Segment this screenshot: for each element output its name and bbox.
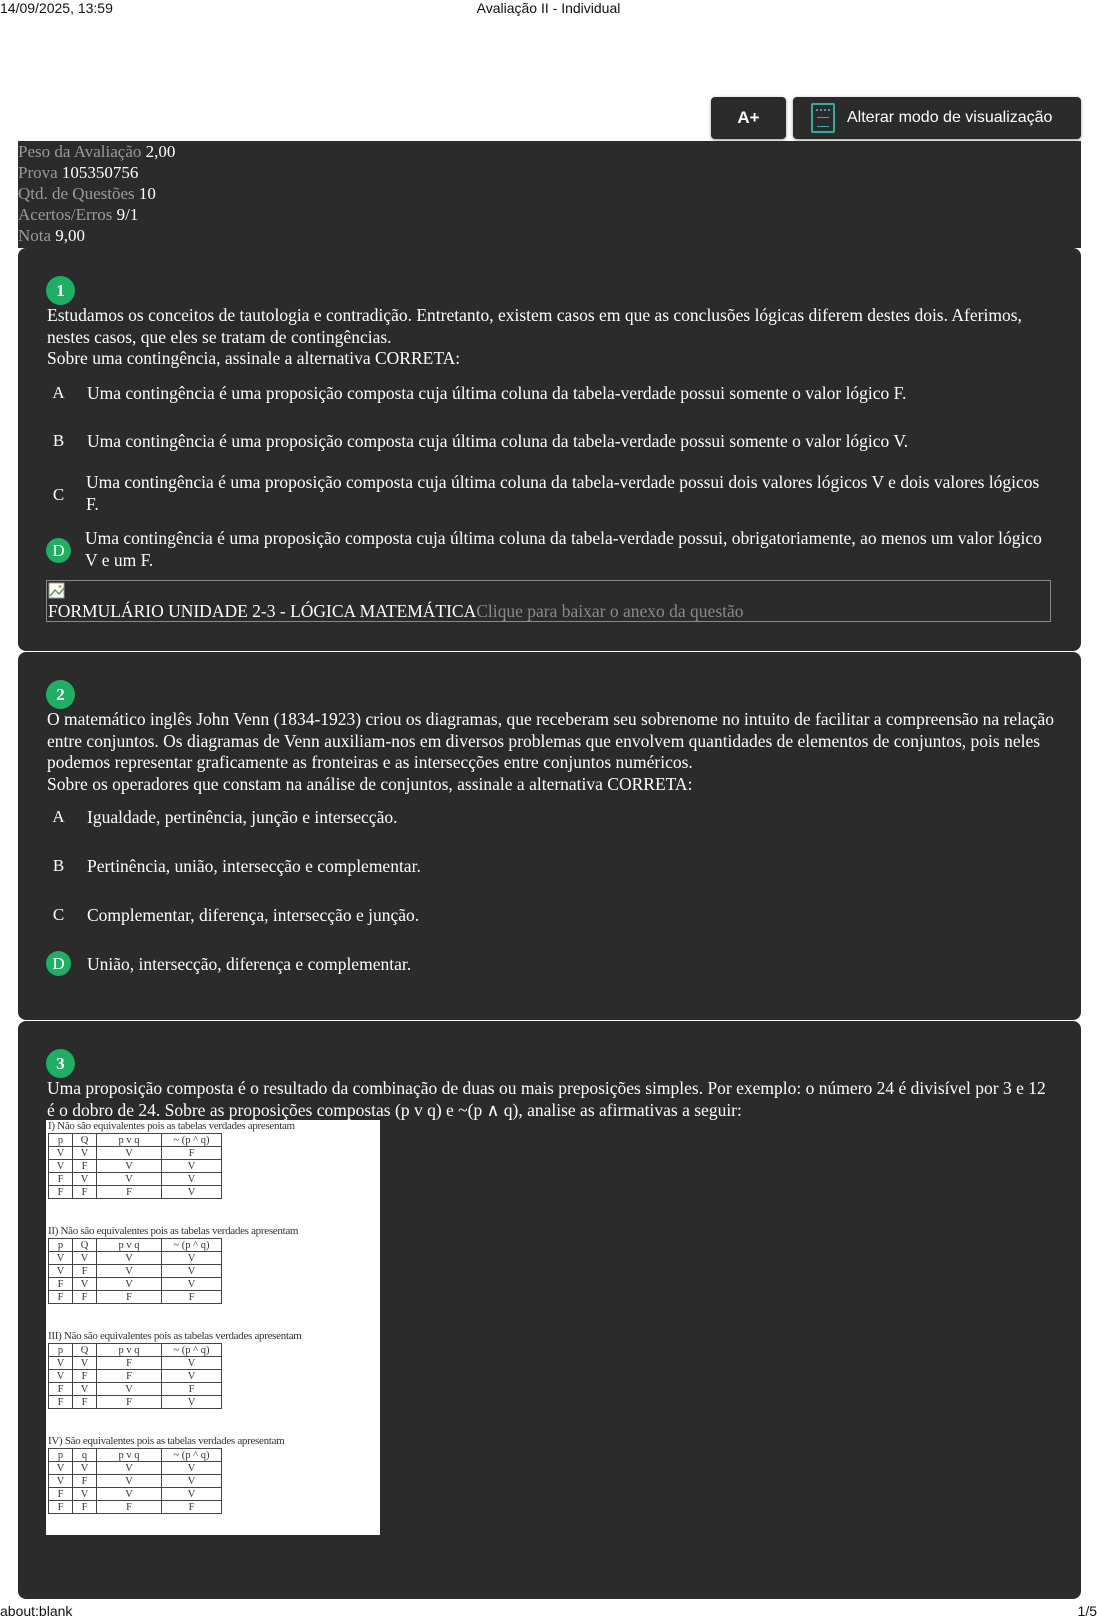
option-letter: A — [52, 383, 65, 402]
truth-table-cell: p v q — [97, 1239, 162, 1252]
summary-exam-id: Prova 105350756 — [18, 163, 139, 182]
option-text: Uma contingência é uma proposição composta cuja última coluna da tabela-verdade possui dois valores lógicos V e dois valores lógicos F. — [86, 472, 1040, 514]
truth-table-block — [48, 1120, 295, 1199]
summary-grade: Nota 9,00 — [18, 226, 86, 245]
truth-table-cell: V — [73, 1147, 97, 1160]
truth-table-cell: F — [73, 1501, 97, 1514]
truth-table-cell: V — [162, 1357, 222, 1370]
option-letter: C — [52, 905, 65, 924]
truth-table-cell: F — [162, 1501, 222, 1514]
truth-table — [48, 1238, 222, 1304]
truth-table-cell: V — [97, 1383, 162, 1396]
truth-table-cell: F — [162, 1383, 222, 1396]
truth-table-cell: p — [49, 1134, 73, 1147]
truth-table-row — [49, 1370, 222, 1383]
truth-table — [48, 1343, 222, 1409]
truth-table-header-row — [49, 1449, 222, 1462]
truth-table-row — [49, 1252, 222, 1265]
truth-table-row — [49, 1396, 222, 1409]
question-card-3 — [18, 1021, 1081, 1599]
option-text: Pertinência, união, intersecção e complementar. — [87, 856, 421, 876]
truth-table-cell: F — [97, 1186, 162, 1199]
print-url: about:blank — [0, 1603, 73, 1619]
option-letter: B — [52, 856, 65, 875]
truth-table-cell: V — [162, 1160, 222, 1173]
truth-table-cell: F — [162, 1291, 222, 1304]
truth-table-block — [48, 1330, 302, 1409]
option-c[interactable] — [46, 472, 1055, 518]
option-d[interactable] — [46, 951, 1055, 977]
truth-table-cell: V — [97, 1147, 162, 1160]
truth-table-cell: V — [162, 1278, 222, 1291]
question-number-badge: 3 — [46, 1049, 75, 1078]
truth-table-cell: F — [97, 1291, 162, 1304]
truth-table-cell: ~ (p ^ q) — [162, 1344, 222, 1357]
truth-table-cell: ~ (p ^ q) — [162, 1134, 222, 1147]
truth-table-cell: V — [73, 1173, 97, 1186]
correct-answer-badge: D — [46, 951, 71, 976]
truth-table-row — [49, 1160, 222, 1173]
option-b[interactable] — [46, 428, 1055, 454]
font-size-button-label: A+ — [737, 108, 760, 127]
truth-table-cell: V — [73, 1252, 97, 1265]
truth-table-cell: F — [162, 1147, 222, 1160]
truth-table-caption: II) Não são equivalentes pois as tabelas verdades apresentam — [48, 1225, 299, 1237]
option-text: Complementar, diferença, intersecção e junção. — [87, 905, 420, 925]
truth-table-cell: V — [73, 1488, 97, 1501]
truth-table-cell: V — [97, 1173, 162, 1186]
truth-table-row — [49, 1173, 222, 1186]
truth-table-cell: F — [49, 1501, 73, 1514]
truth-table-cell: Q — [73, 1344, 97, 1357]
option-letter: B — [52, 431, 65, 450]
truth-table-cell: F — [73, 1475, 97, 1488]
truth-table-cell: F — [49, 1383, 73, 1396]
option-letter: A — [52, 807, 65, 826]
reader-mode-icon — [811, 103, 835, 133]
truth-table-cell: p — [49, 1449, 73, 1462]
truth-table-row — [49, 1383, 222, 1396]
truth-table-cell: V — [49, 1462, 73, 1475]
truth-table-cell: F — [49, 1278, 73, 1291]
truth-table-cell: V — [162, 1186, 222, 1199]
truth-table-cell: V — [162, 1488, 222, 1501]
view-mode-button[interactable] — [793, 97, 1081, 139]
truth-table-cell: F — [49, 1173, 73, 1186]
truth-table-cell: F — [73, 1265, 97, 1278]
truth-table-cell: F — [73, 1160, 97, 1173]
truth-table-header-row — [49, 1239, 222, 1252]
print-title: Avaliação II - Individual — [476, 0, 621, 16]
summary-weight: Peso da Avaliação 2,00 — [18, 142, 176, 161]
truth-table-header-row — [49, 1134, 222, 1147]
summary-hits-misses: Acertos/Erros 9/1 — [18, 205, 139, 224]
question-text: Uma proposição composta é o resultado da combinação de duas ou mais preposições simples. Por exemplo: o número 24 é divisível por 3 e 12 é o dobro de 24. Sobre as proposições compostas (p v q) e ~(p ∧ q), analise as afirmativas a seguir: — [47, 1078, 1046, 1120]
truth-table-cell: Q — [73, 1134, 97, 1147]
truth-table-cell: V — [49, 1475, 73, 1488]
truth-table-row — [49, 1147, 222, 1160]
truth-table-row — [49, 1265, 222, 1278]
attachment-name: FORMULÁRIO UNIDADE 2-3 - LÓGICA MATEMÁTICA — [48, 601, 477, 621]
truth-table-cell: V — [97, 1265, 162, 1278]
truth-table-cell: F — [49, 1396, 73, 1409]
attachment-link-text: Clique para baixar o anexo da questão — [476, 601, 744, 621]
print-page-number: 1/5 — [1077, 1603, 1097, 1619]
truth-tables-figure — [46, 1120, 380, 1535]
question-card-2 — [18, 652, 1081, 1020]
option-letter: C — [52, 485, 65, 504]
question-text: Estudamos os conceitos de tautologia e contradição. Entretanto, existem casos em que as conclusões lógicas diferem destes dois. Aferimos, nestes casos, que eles se tratam de contingências. Sobre uma contingência, assinale a alternativa CORRETA: — [47, 305, 1022, 368]
truth-table-cell: F — [73, 1370, 97, 1383]
truth-table-cell: V — [97, 1475, 162, 1488]
truth-table-cell: V — [73, 1278, 97, 1291]
truth-table-row — [49, 1278, 222, 1291]
truth-table-caption: IV) São equivalentes pois as tabelas verdades apresentam — [48, 1435, 285, 1447]
correct-answer-badge: D — [46, 538, 71, 563]
truth-table-row — [49, 1475, 222, 1488]
truth-table-cell: F — [49, 1291, 73, 1304]
question-number-badge: 1 — [46, 276, 75, 305]
truth-table-cell: V — [162, 1173, 222, 1186]
truth-table-cell: F — [73, 1291, 97, 1304]
broken-image-icon — [48, 582, 66, 600]
option-text: Uma contingência é uma proposição composta cuja última coluna da tabela-verdade possui somente o valor lógico V. — [87, 431, 909, 451]
truth-table-cell: V — [162, 1252, 222, 1265]
truth-table-cell: q — [73, 1449, 97, 1462]
truth-table-cell: V — [97, 1462, 162, 1475]
truth-table-row — [49, 1488, 222, 1501]
option-text: Igualdade, pertinência, junção e intersecção. — [87, 807, 398, 827]
option-c[interactable] — [46, 902, 1055, 928]
truth-table-row — [49, 1501, 222, 1514]
option-text: União, intersecção, diferença e complementar. — [87, 954, 412, 974]
truth-table-cell: F — [73, 1186, 97, 1199]
question-card-1 — [18, 248, 1081, 651]
truth-table-cell: F — [73, 1396, 97, 1409]
font-size-button[interactable] — [711, 97, 786, 139]
truth-table-cell: V — [49, 1265, 73, 1278]
truth-table-cell: F — [97, 1501, 162, 1514]
truth-table-cell: V — [162, 1475, 222, 1488]
truth-table-block — [48, 1225, 298, 1304]
attachment-download-link[interactable] — [46, 580, 1051, 622]
truth-table-cell: ~ (p ^ q) — [162, 1239, 222, 1252]
option-d[interactable] — [46, 528, 1055, 574]
option-b[interactable] — [46, 853, 1055, 879]
truth-table-row — [49, 1462, 222, 1475]
truth-table-cell: V — [73, 1357, 97, 1370]
truth-table-row — [49, 1357, 222, 1370]
view-mode-button-label: Alterar modo de visualização — [847, 109, 1053, 126]
truth-table-cell: F — [97, 1357, 162, 1370]
truth-table-cell: F — [97, 1370, 162, 1383]
truth-table — [48, 1133, 222, 1199]
option-text: Uma contingência é uma proposição composta cuja última coluna da tabela-verdade possui, obrigatoriamente, ao menos um valor lógico V e um F. — [85, 528, 1042, 570]
truth-table-cell: V — [49, 1160, 73, 1173]
truth-table-cell: F — [49, 1488, 73, 1501]
truth-table-cell: V — [162, 1462, 222, 1475]
truth-table-cell: F — [97, 1396, 162, 1409]
truth-table-cell: V — [97, 1278, 162, 1291]
summary-question-count: Qtd. de Questões 10 — [18, 184, 156, 203]
option-text: Uma contingência é uma proposição composta cuja última coluna da tabela-verdade possui somente o valor lógico F. — [87, 383, 907, 403]
truth-table-cell: V — [97, 1160, 162, 1173]
print-header — [0, 0, 1097, 18]
truth-table-cell: p v q — [97, 1344, 162, 1357]
question-number-badge: 2 — [46, 680, 75, 709]
evaluation-summary — [18, 141, 1081, 248]
option-a[interactable] — [46, 380, 1055, 406]
truth-table-cell: V — [162, 1370, 222, 1383]
truth-table-caption: I) Não são equivalentes pois as tabelas verdades apresentam — [48, 1120, 295, 1132]
truth-table-cell: p — [49, 1239, 73, 1252]
print-footer — [0, 1603, 1097, 1621]
truth-table-cell: p v q — [97, 1449, 162, 1462]
truth-table-row — [49, 1291, 222, 1304]
truth-table-cell: V — [49, 1370, 73, 1383]
truth-table-header-row — [49, 1344, 222, 1357]
truth-table-cell: V — [73, 1383, 97, 1396]
truth-table-cell: p v q — [97, 1134, 162, 1147]
truth-table-cell: V — [97, 1488, 162, 1501]
question-text: O matemático inglês John Venn (1834-1923) criou os diagramas, que receberam seu sobrenome no intuito de facilitar a compreensão na relação entre conjuntos. Os diagramas de Venn auxiliam-nos em diversos problemas que envolvem quantidades de elementos de conjuntos, pois neles podemos representar graficamente as fronteiras e as intersecções entre conjuntos numéricos. Sobre os operadores que constam na análise de conjuntos, assinale a alternativa CORRETA: — [47, 709, 1055, 794]
truth-table-cell: ~ (p ^ q) — [162, 1449, 222, 1462]
truth-table-row — [49, 1186, 222, 1199]
truth-table — [48, 1448, 222, 1514]
truth-table-cell: V — [162, 1396, 222, 1409]
truth-table-caption: III) Não são equivalentes pois as tabelas verdades apresentam — [48, 1330, 302, 1342]
truth-table-cell: p — [49, 1344, 73, 1357]
print-date: 14/09/2025, 13:59 — [0, 0, 113, 16]
truth-table-cell: V — [49, 1252, 73, 1265]
option-a[interactable] — [46, 804, 1055, 830]
truth-table-cell: Q — [73, 1239, 97, 1252]
truth-table-cell: V — [49, 1357, 73, 1370]
truth-table-cell: F — [49, 1186, 73, 1199]
truth-table-block — [48, 1435, 284, 1514]
truth-table-cell: V — [97, 1252, 162, 1265]
truth-table-cell: V — [162, 1265, 222, 1278]
truth-table-cell: V — [73, 1462, 97, 1475]
truth-table-cell: V — [49, 1147, 73, 1160]
